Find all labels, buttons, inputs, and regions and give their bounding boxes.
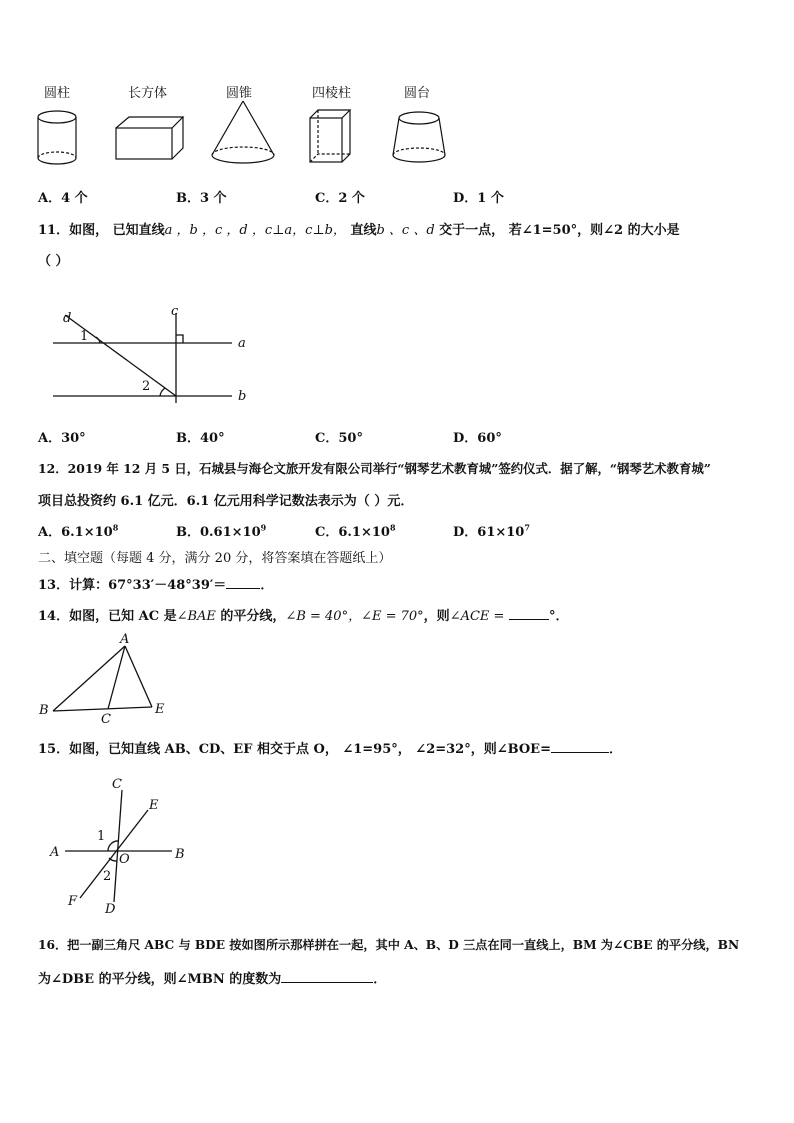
q11-vars2: b 、c 、d [376,223,435,238]
label-C: C [112,777,122,792]
q12-option-a: A．$6.1\times 10^8$ [38,522,119,540]
label-angle-1: 1 [97,829,106,844]
q11-option-d: D．60° [453,431,502,446]
label-a: a [238,336,246,351]
label-A: A [120,632,130,647]
label-D: D [105,902,116,917]
q13-stem: 13．计算：67°33′－48°39′＝ ． [38,578,274,593]
shape-label-prism: 四棱柱 [312,86,352,101]
label-E: E [155,702,165,717]
label-d: d [63,311,72,326]
q10-option-c: C．2 个 [315,191,365,206]
label-O: O [119,852,130,867]
q16-answer-blank[interactable] [281,970,373,983]
label-c: c [171,304,179,319]
q11-prefix: 11．如图， 已知直线 [38,223,165,238]
q15-stem: 15．如图，已知直线 AB、CD、EF 相交于点 O， ∠1=95°， ∠2=32°，则∠BOE= ． [38,742,622,757]
label-B: B [39,703,49,718]
shape-label-cone: 圆锥 [226,86,253,101]
label-angle-2: 2 [103,869,112,884]
q16-stem-line2: 为∠DBE 的平分线，则∠MBN 的度数为 ． [38,972,387,987]
q11-option-b: B．40° [176,431,225,446]
q12-option-d: D．$61\times 10^7$ [453,522,530,540]
q11-option-a: A．30° [38,431,86,446]
q12-option-b: B．$0.61\times 10^9$ [176,522,267,540]
label-F: F [68,894,78,909]
section-2-title: 二、填空题（每题 4 分，满分 20 分，将答案填在答题纸上） [38,551,392,566]
label-E: E [149,798,159,813]
q12-option-c: C．$6.1\times 10^8$ [315,522,396,540]
label-A: A [50,845,60,860]
shape-label-cuboid: 长方体 [128,86,168,101]
label-C: C [101,712,111,727]
q11-suffix: 交于一点， 若∠1=50°，则∠2 的大小是 [434,223,680,238]
q10-option-d: D．1 个 [453,191,504,206]
shape-label-cylinder: 圆柱 [44,86,71,101]
label-angle-2: 2 [142,379,151,394]
label-B: B [175,847,185,862]
q12-stem-line1: 12．2019 年 12 月 5 日，石城县与海仑文旅开发有限公司举行“钢琴艺术教育城”签约仪式．据了解，“钢琴艺术教育城” [38,461,711,476]
label-b: b [238,389,247,404]
line-EF [80,810,148,898]
q10-option-b: B．3 个 [176,191,227,206]
label-angle-1: 1 [80,329,89,344]
q11-vars: a ，b ，c ，d ，c⊥a，c⊥b， [164,223,346,238]
angle-2-arc [109,858,117,861]
q11-option-c: C．50° [315,431,363,446]
q10-option-a: A．4 个 [38,191,88,206]
q11-stem-line2: （ ） [38,254,69,269]
shape-label-frustum: 圆台 [404,86,431,101]
q14-stem: 14．如图，已知 AC 是∠BAE 的平分线，∠B = 40°，∠E = 70°，则∠ACE = °． [38,609,569,624]
q12-stem-line2: 项目总投资约 6.1 亿元．6.1 亿元用科学记数法表示为（ ）元． [38,494,414,509]
q11-mid: 直线 [345,223,377,238]
q16-stem-line1: 16．把一副三角尺 ABC 与 BDE 按如图所示那样拼在一起，其中 A、B、D 三点在同一直线上，BM 为∠CBE 的平分线，BN [38,938,740,952]
